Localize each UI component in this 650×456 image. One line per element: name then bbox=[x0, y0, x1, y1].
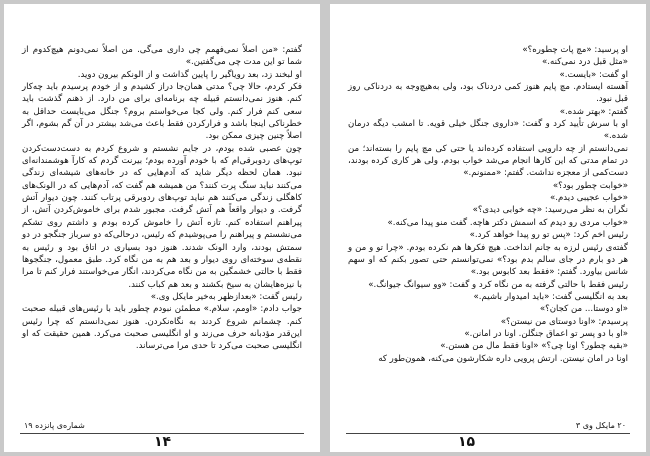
running-footer: شماره‌ی پانزده ۱۹ bbox=[24, 421, 85, 430]
paragraph: گفته‌ی رئیس لرزه به جانم انداخت. هیچ فکرها هم نکرده بودم. «چرا تو و من و هر دو بارم در جای سالم بدم بود؟» نمی‌توانستم حتی تصور بکنم که او سهم شانس بیاورد. گفتم: «فقط بعد کابوس بود.» bbox=[348, 242, 628, 278]
left-page bbox=[4, 4, 320, 452]
page-number: ۱۴ bbox=[154, 434, 172, 450]
paragraph: پرسیدم: «اونا دوستای من نیستن؟» bbox=[500, 316, 628, 327]
paragraph: آهسته ایستادم. مچ پایم هنوز کمی دردناک بود، ولی به‌هیچ‌وجه به دردناکی روز قبل نبود. bbox=[348, 82, 628, 105]
running-footer: ۲۰ مایکل وی ۳ bbox=[575, 421, 626, 430]
paragraph: «خوابت چطور بود؟» bbox=[552, 180, 628, 191]
paragraph: او پرسید: «مچ پات چطوره؟» bbox=[522, 45, 628, 55]
paragraph: فکر کردم، حالا چی؟ مدتی همان‌جا دراز کشیدم و از خودم پرسیدم باید چه‌کار کنم. هنوز نمی‌دانستم قبیله چه برنامه‌ای برای من دارد. از ذهنم گذشت باید سعی کنم فرار کنم. ولی کجا می‌خواستم بروم؟ جنگل می‌بایست حداقل به خطرناکی اینجا باشد و فرارکردن فقط باعث می‌شد بیشتر در آن گم بشوم، اگر اصلاً چنین چیزی ممکن بود. bbox=[22, 82, 302, 142]
paragraph: نمی‌دانستم از چه دارویی استفاده کرده‌اند یا حتی کی مچ پایم را بسته‌اند؛ من در تمام مدتی که این کارها انجام می‌شد خواب بودم، ولی هر کاری کرده بودند، دست‌کمی از معجزه نداشت. گفتم: «ممنونم.» bbox=[348, 143, 628, 179]
paragraph: «خواب عجیبی دیدم.» bbox=[549, 193, 628, 204]
paragraph: او گفت: «بایست.» bbox=[559, 69, 628, 80]
page-number: ۱۵ bbox=[458, 434, 476, 450]
paragraph: نگران به نظر می‌رسید: «چه خوابی دیدی؟» bbox=[472, 205, 628, 216]
paragraph: «بقیه چطور؟ اونا چی؟» «اونا فقط مال من هستن.» bbox=[440, 341, 628, 352]
paragraph: او با سرش تأیید کرد و گفت: «داروی جنگل خیلی قویه. تا امشب دیگه درمان شده.» bbox=[348, 119, 628, 142]
right-page bbox=[330, 4, 646, 452]
paragraph: رئیس فقط با حالتی گرفته به من نگاه کرد و گفت: «وو سیوانگ جیوانگ.» bbox=[368, 279, 628, 290]
left-page-text bbox=[22, 44, 302, 353]
paragraph: او لبخند زد، بعد رویاگیر را پایین گذاشت و از الونکم بیرون دوید. bbox=[77, 69, 302, 80]
paragraph: رئیس گفت: «بعدازظهر به‌خیر مایکل وی.» bbox=[150, 291, 302, 302]
right-page-text bbox=[348, 44, 628, 365]
paragraph: «او با دو پسر تو اعماق جنگلن. اونا در امانن.» bbox=[464, 328, 628, 339]
paragraph: گفتم: «بهتر شده.» bbox=[559, 106, 628, 117]
paragraph: گفتم: «من اصلاً نمی‌فهمم چی داری می‌گی. من اصلاً نمی‌دونم هیچ‌کدوم از شما تو این مدت چی می‌گفتین.» bbox=[22, 45, 302, 68]
paragraph: بعد به انگلیسی گفت: «باید امیدوار باشیم.» bbox=[473, 291, 628, 302]
footer-divider bbox=[346, 433, 630, 434]
paragraph: «مثل قبل درد نمی‌کنه.» bbox=[542, 57, 628, 68]
paragraph: «او دوستا... من کجان؟» bbox=[539, 304, 628, 315]
paragraph: جواب دادم: «اومم، سلام.» مطمئن نبودم چطور باید با رئیس‌های قبیله صحبت کنم. چشمانم شروع کردند به نگاه‌نکردن. هنوز نمی‌دانستم که چرا رئیس این‌قدر مؤدبانه حرف می‌زند و او انگلیسی صحبت می‌کرد. همین حقیقت که او انگلیسی صحبت می‌کرد تا حدی مرا می‌ترساند. bbox=[22, 304, 302, 352]
paragraph: «خواب مردی رو دیدم که اسمش دکتر هاچه. گفت منو پیدا می‌کنه.» bbox=[387, 217, 628, 228]
paragraph: چون عصبی شده بودم، در جایم نشستم و شروع کردم به دست‌دست‌کردن توپ‌های ردوبرقی‌ام که با خودم آورده بودم؛ بیرنت گردم که کارآ هوشمندانه‌ای نبود. همان لحظه دیگر شاید که آدم‌هایی که در خانه‌های شیشه‌ای زندگی می‌کنند نباید سنگ پرت کنند؟ من همیشه هم گفت که، آدم‌هایی که در الونک‌های کاهگلی زندگی می‌کنند هم نباید توپ‌های ردوبرقی پرتاب کنند. چون دیوار آتش گرفت. و دیوار واقعاً هم آتش گرفت. مجبور شدم برای خاموش‌کردن آتش، از پیراهنم استفاده کنم. تازه آتش را خاموش کرده بودم و داشتم روی تشکم می‌نشستم و پیراهنم را می‌پوشیدم که رئیس، درحالی‌که دو سرباز جنگجو در دو سمتش بودند، وارد الونک شدند. هنوز دود بسیاری در اتاق بود و رئیس به نقطه‌ی سوخته‌ای روی دیوار و بعد هم به من نگاه کرد. طبق معمول، جنگجوها فقط با حالتی خشمگین به من نگاه می‌کردند، انگار می‌خواستند فرار کنم تا مرا با نیزه‌هایشان به سیخ بکشند و بعد هم کباب کنند. bbox=[22, 143, 302, 290]
paragraph: اونا در امان نیستن. ارتش پرویی داره شکارشون می‌کنه، همون‌طور که bbox=[378, 353, 628, 364]
paragraph: رئیس اخم کرد: «پس تو رو پیدا خواهد کرد.» bbox=[469, 230, 628, 241]
